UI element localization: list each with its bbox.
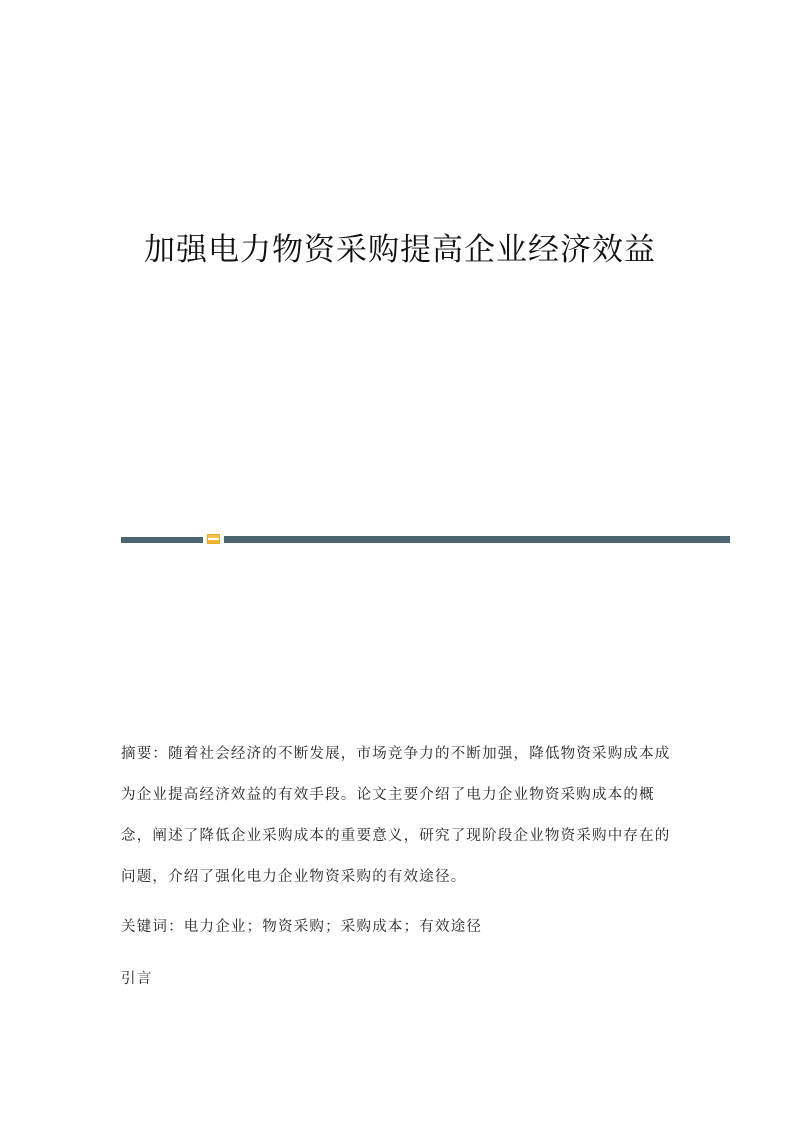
page-title: 加强电力物资采购提高企业经济效益 — [144, 232, 656, 268]
title-divider — [121, 534, 730, 544]
divider-bar-left — [121, 537, 203, 543]
keywords-line: 关键词：电力企业；物资采购；采购成本；有效途径 — [121, 919, 483, 935]
ornament-icon — [207, 534, 220, 544]
divider-bar-right — [224, 536, 730, 543]
section-heading-introduction: 引言 — [121, 971, 153, 987]
abstract-paragraph: 摘要：随着社会经济的不断发展，市场竞争力的不断加强，降低物资采购成本成为企业提高经济效益的有效手段。论文主要介绍了电力企业物资采购成本的概念，阐述了降低企业采购成本的重要意义，研究了现阶段企业物资采购中存在的问题，介绍了强化电力企业物资采购的有效途径。 — [121, 746, 671, 885]
